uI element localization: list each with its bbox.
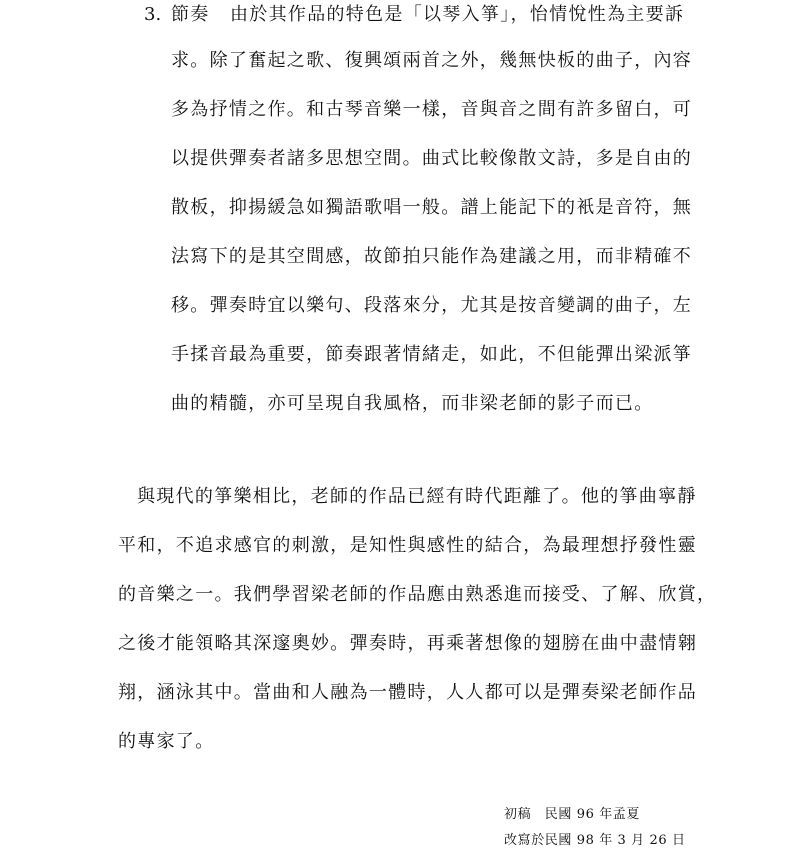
item-line: 移。彈奏時宜以樂句、段落來分，尤其是按音變調的曲子，左: [171, 295, 693, 316]
item-line: 以提供彈奏者諸多思想空間。曲式比較像散文詩，多是自由的: [171, 148, 693, 169]
item-line: 由於其作品的特色是「以琴入箏」，怡情悅性為主要訴: [230, 4, 685, 25]
item-number: 3.: [144, 4, 162, 25]
item-line: 手揉音最為重要，節奏跟著情緒走，如此，不但能彈出梁派箏: [171, 344, 693, 365]
item-line: 曲的精髓，亦可呈現自我風格，而非梁老師的影子而已。: [171, 393, 654, 414]
paragraph-line: 的專家了。: [118, 731, 215, 752]
paragraph-line: 之後才能領略其深邃奧妙。彈奏時，再乘著想像的翅膀在曲中盡情翱: [118, 633, 697, 654]
paragraph-line: 平和，不追求感官的刺激，是知性與感性的結合，為最理想抒發性靈: [118, 535, 697, 556]
item-title: 節奏: [171, 4, 210, 25]
item-line: 多為抒情之作。和古琴音樂一樣，音與音之間有許多留白，可: [171, 99, 693, 120]
draft-note: 初稿 民國 96 年孟夏: [504, 807, 641, 822]
item-line: 散板，抑揚緩急如獨語歌唱一般。譜上能記下的衹是音符，無: [171, 197, 693, 218]
paragraph-line: 翔，涵泳其中。當曲和人融為一體時，人人都可以是彈奏梁老師作品: [118, 682, 697, 703]
paragraph-line: 與現代的箏樂相比，老師的作品已經有時代距離了。他的箏曲寧靜: [137, 486, 697, 507]
paragraph-line: 的音樂之一。我們學習梁老師的作品應由熟悉進而接受、了解、欣賞，: [118, 584, 717, 605]
item-line: 求。除了奮起之歌、復興頌兩首之外，幾無快板的曲子，內容: [171, 50, 693, 71]
item-line: 法寫下的是其空間感，故節拍只能作為建議之用，而非精確不: [171, 246, 693, 267]
revision-note: 改寫於民國 98 年 3 月 26 日: [504, 833, 686, 848]
